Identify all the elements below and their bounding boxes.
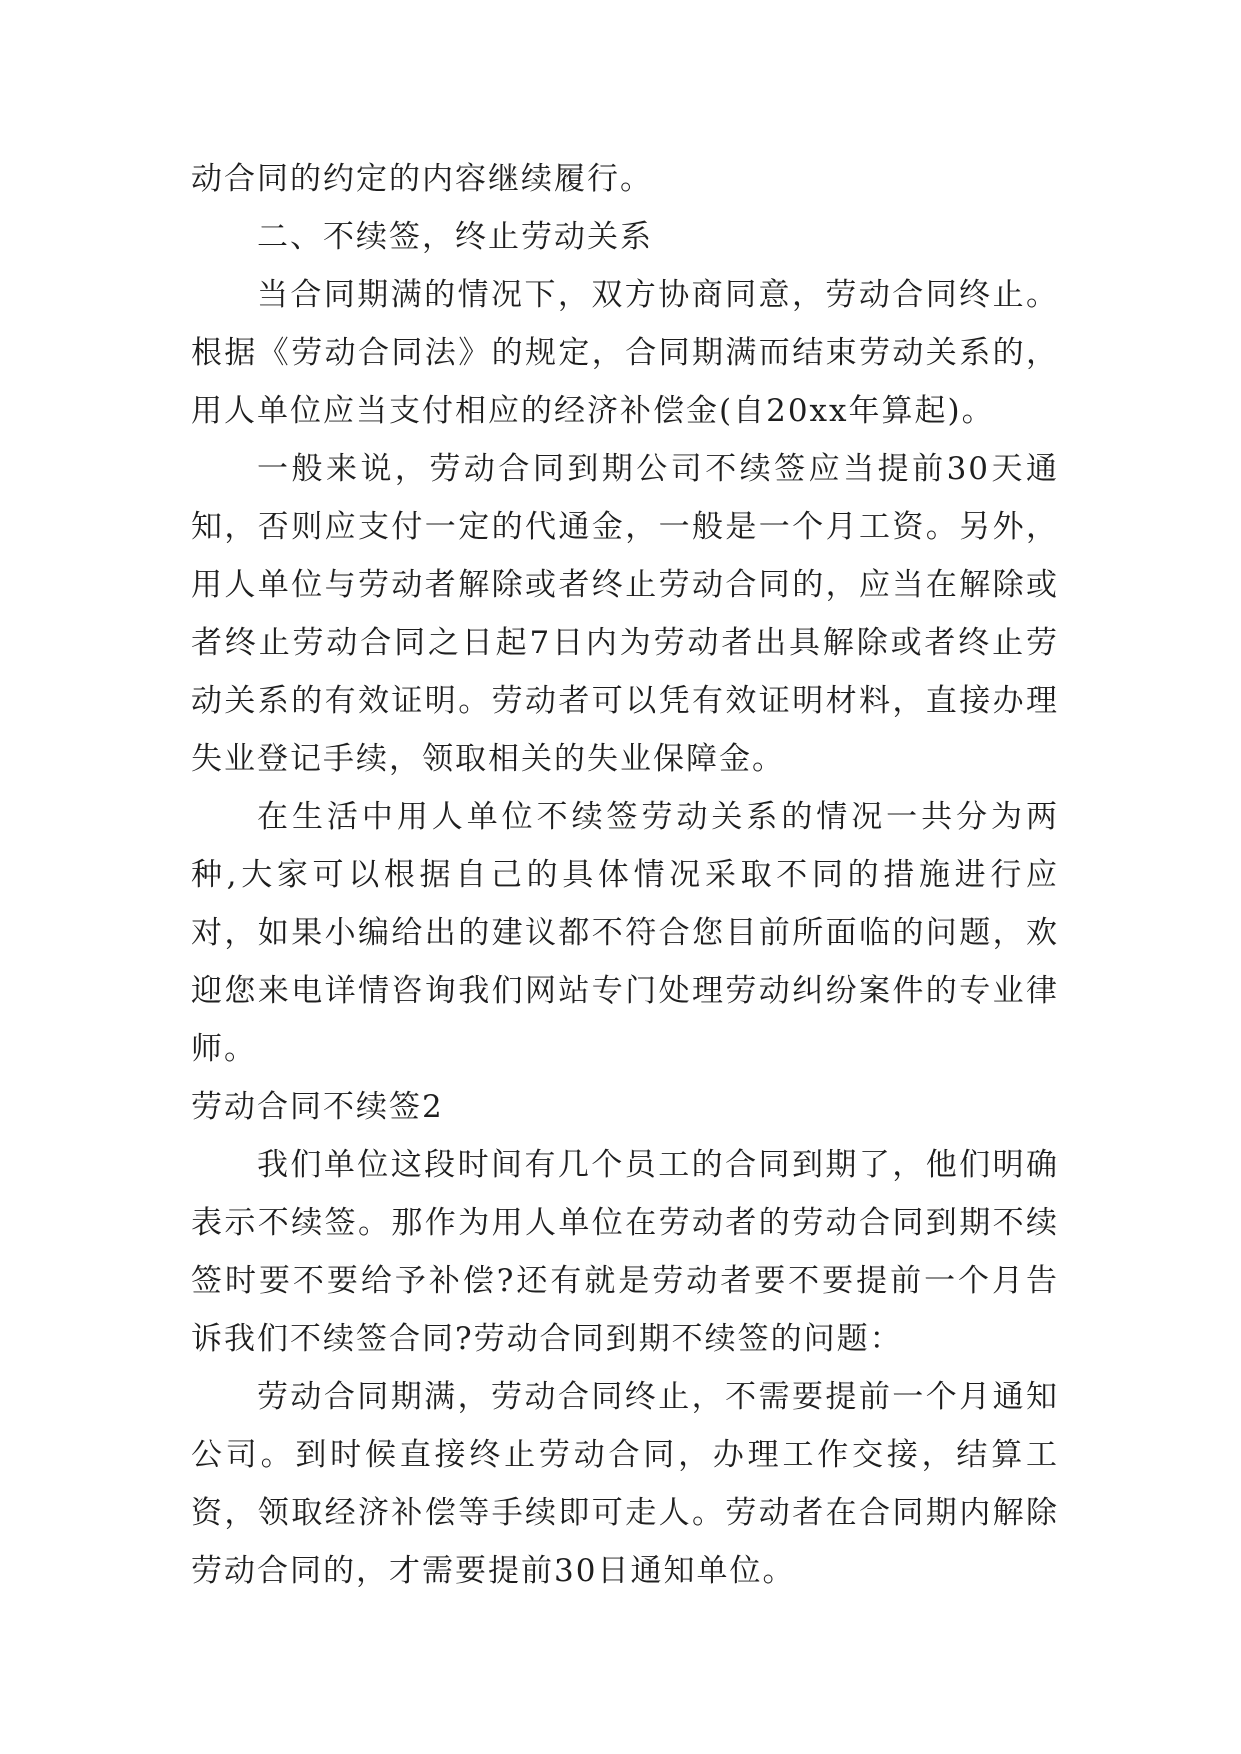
paragraph-continuation: 动合同的约定的内容继续履行。 xyxy=(191,161,653,197)
paragraph-summary: 在生活中用人单位不续签劳动关系的情况一共分为两种,大家可以根据自己的具体情况采取不同的措施进行应对，如果小编给出的建议都不符合您目前所面临的问题，欢迎您来电详情咨询我们网站专门处理劳动纠纷案件的专业律师。 xyxy=(191,799,1059,1067)
document-title-2: 劳动合同不续签2 xyxy=(191,1089,444,1125)
paragraph-question: 我们单位这段时间有几个员工的合同到期了，他们明确表示不续签。那作为用人单位在劳动者的劳动合同到期不续签时要不要给予补偿?还有就是劳动者要不要提前一个月告诉我们不续签合同?劳动合同到期不续签的问题： xyxy=(191,1147,1059,1357)
section-heading-not-renew: 二、不续签，终止劳动关系 xyxy=(257,219,653,255)
paragraph-notice-period: 一般来说，劳动合同到期公司不续签应当提前30天通知，否则应支付一定的代通金，一般是一个月工资。另外，用人单位与劳动者解除或者终止劳动合同的，应当在解除或者终止劳动合同之日起7日内为劳动者出具解除或者终止劳动关系的有效证明。劳动者可以凭有效证明材料，直接办理失业登记手续，领取相关的失业保障金。 xyxy=(191,451,1059,777)
paragraph-contract-expiry: 当合同期满的情况下，双方协商同意，劳动合同终止。根据《劳动合同法》的规定，合同期满而结束劳动关系的，用人单位应当支付相应的经济补偿金(自20xx年算起)。 xyxy=(191,277,1059,429)
document-body xyxy=(191,150,1059,1600)
paragraph-answer: 劳动合同期满，劳动合同终止，不需要提前一个月通知公司。到时候直接终止劳动合同，办理工作交接，结算工资，领取经济补偿等手续即可走人。劳动者在合同期内解除劳动合同的，才需要提前30日通知单位。 xyxy=(191,1379,1059,1589)
